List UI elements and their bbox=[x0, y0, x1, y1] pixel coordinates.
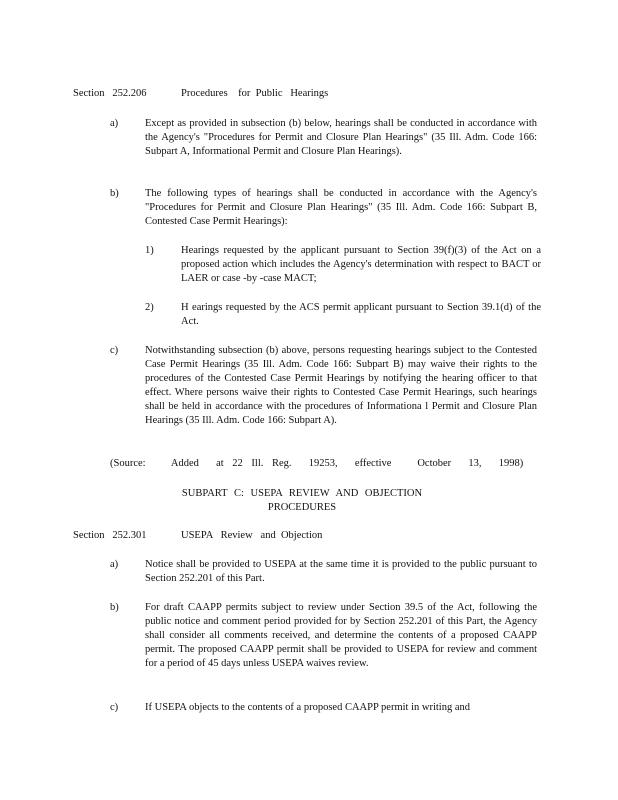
paragraph-b: The following types of hearings shall be conducted in accordance with the Agency's "Procedures for Permit and Closure Plan Hearings" (35 Ill. Adm. Code 166: Subpart B, Contested Case Permit Hearings): bbox=[145, 188, 537, 227]
item-marker: c) bbox=[110, 345, 119, 356]
subitem-marker: 1) bbox=[145, 245, 154, 256]
item-marker: a) bbox=[110, 118, 119, 129]
item-marker: b) bbox=[110, 188, 119, 199]
section-title: Procedures for Public Hearings bbox=[181, 88, 329, 99]
paragraph-a: Notice shall be provided to USEPA at the same time it is provided to the public pursuant to Section 252.201 of this Part. bbox=[145, 559, 537, 584]
source-note: (Source: Added at 22 Ill. Reg. 19253, effective October 13, 1998) bbox=[110, 458, 524, 469]
paragraph-a: Except as provided in subsection (b) below, hearings shall be conducted in accordance with the Agency's "Procedures for Permit and Closure Plan Hearings" (35 Ill. Adm. Code 166: Subpart A, Informational Permit and Closure Plan Hearings). bbox=[145, 118, 537, 157]
section-number: Section 252.301 bbox=[73, 530, 147, 541]
paragraph-b: For draft CAAPP permits subject to review under Section 39.5 of the Act, following the public notice and comment period provided for by Section 252.201 of this Part, the Agency shall consider all comments received, and determine the contents of a proposed CAAPP permit. The proposed CAAPP permit shall be provided to USEPA for review and comment for a period of 45 days unless USEPA waives review. bbox=[145, 602, 537, 669]
subparagraph-2: H earings requested by the ACS permit applicant pursuant to Section 39.1(d) of the Act. bbox=[181, 302, 541, 327]
section-number: Section 252.206 bbox=[73, 88, 147, 99]
paragraph-c: If USEPA objects to the contents of a proposed CAAPP permit in writing and bbox=[145, 702, 470, 713]
item-marker: a) bbox=[110, 559, 119, 570]
section-title: USEPA Review and Objection bbox=[181, 530, 323, 541]
item-marker: b) bbox=[110, 602, 119, 613]
subparagraph-1: Hearings requested by the applicant pursuant to Section 39(f)(3) of the Act on a proposed action which includes the Agency's determination with respect to BACT or LAER or case -by -case MACT; bbox=[181, 245, 541, 284]
subitem-marker: 2) bbox=[145, 302, 154, 313]
item-marker: c) bbox=[110, 702, 119, 713]
paragraph-c: Notwithstanding subsection (b) above, persons requesting hearings subject to the Contested Case Permit Hearings (35 Ill. Adm. Code 166: Subpart B) may waive their rights to the procedures of the Contested Case Permit Hearings by notifying the hearing officer to that effect. Where persons waive their rights to Contested Case Permit Hearings, such hearings shall be held in accordance with the procedures of Informationa l Permit and Closure Plan Hearings (35 Ill. Adm. Code 166: Subpart A). bbox=[145, 345, 537, 426]
subpart-heading: SUBPART C: USEPA REVIEW AND OBJECTION PROCEDURES bbox=[181, 488, 423, 513]
